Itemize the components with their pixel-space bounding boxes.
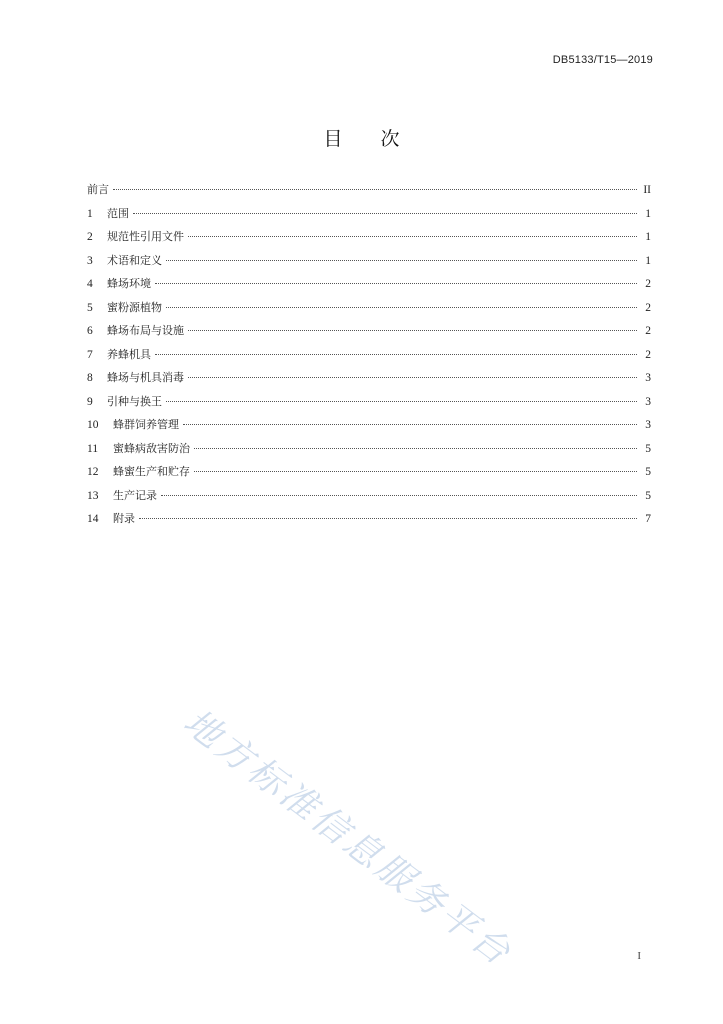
toc-entry-7[interactable] xyxy=(87,346,651,370)
document-id: DB5133/T15—2019 xyxy=(552,54,653,66)
toc-dot-leader xyxy=(188,377,637,378)
toc-entry-page: 3 xyxy=(645,419,651,431)
toc-entry-label: 生产记录 xyxy=(113,488,157,502)
toc-entry-number: 12 xyxy=(87,466,99,478)
toc-entry-10[interactable] xyxy=(87,416,651,440)
toc-entry-page: 7 xyxy=(645,513,651,525)
toc-dot-leader xyxy=(166,307,637,308)
toc-entry-number: 1 xyxy=(87,207,93,220)
toc-title xyxy=(0,124,723,151)
toc-entry-number: 10 xyxy=(87,419,99,431)
toc-entry-label: 蜜蜂病敌害防治 xyxy=(113,441,190,455)
toc-entry-5[interactable] xyxy=(87,299,651,323)
toc-entry-page: 2 xyxy=(645,301,651,314)
toc-entry-number: 11 xyxy=(87,442,99,455)
toc-entry-page: 5 xyxy=(645,466,651,478)
toc-entry-page: 1 xyxy=(645,207,651,220)
toc-entry-page: II xyxy=(643,184,651,196)
toc-entry-label: 附录 xyxy=(113,512,135,525)
toc-entry-3[interactable] xyxy=(87,252,651,276)
toc-entry-page: 2 xyxy=(645,278,651,290)
toc-entry-number: 7 xyxy=(87,348,93,361)
page-number: I xyxy=(637,950,641,962)
toc-entry-number: 3 xyxy=(87,254,93,267)
toc-entry-preface[interactable] xyxy=(87,181,651,205)
toc-entry-4[interactable] xyxy=(87,275,651,299)
toc-entry-page: 5 xyxy=(645,489,651,502)
toc-entry-number: 9 xyxy=(87,395,93,408)
toc-entry-page: 2 xyxy=(645,325,651,337)
watermark: 地方标准信息服务平台 xyxy=(175,701,520,976)
toc-entry-label: 养蜂机具 xyxy=(107,347,151,361)
toc-entry-12[interactable] xyxy=(87,463,651,487)
toc-entry-11[interactable] xyxy=(87,440,651,464)
toc-entry-number: 13 xyxy=(87,489,99,502)
toc-entry-number: 6 xyxy=(87,325,93,337)
toc-entry-page: 1 xyxy=(645,231,651,243)
toc-dot-leader xyxy=(194,448,637,449)
toc-entry-label: 蜜粉源植物 xyxy=(107,300,162,314)
table-of-contents xyxy=(87,181,651,534)
toc-entry-page: 2 xyxy=(645,348,651,361)
toc-entry-label: 蜂蜜生产和贮存 xyxy=(113,465,190,478)
toc-entry-label: 规范性引用文件 xyxy=(107,230,184,243)
toc-dot-leader xyxy=(166,260,637,261)
toc-entry-number: 2 xyxy=(87,231,93,243)
toc-dot-leader xyxy=(113,189,637,190)
toc-entry-page: 3 xyxy=(645,372,651,384)
toc-entry-page: 1 xyxy=(645,254,651,267)
toc-entry-label: 范围 xyxy=(107,206,129,220)
toc-dot-leader xyxy=(155,283,637,284)
toc-title-part-1: 目 xyxy=(323,128,343,150)
toc-dot-leader xyxy=(161,495,637,496)
toc-entry-label: 蜂场布局与设施 xyxy=(107,324,184,337)
toc-dot-leader xyxy=(188,330,637,331)
toc-dot-leader xyxy=(166,401,637,402)
toc-entry-2[interactable] xyxy=(87,228,651,252)
toc-entry-label: 术语和定义 xyxy=(107,253,162,267)
toc-entry-label: 前言 xyxy=(87,183,109,196)
toc-entry-1[interactable] xyxy=(87,205,651,229)
toc-entry-14[interactable] xyxy=(87,510,651,534)
toc-entry-13[interactable] xyxy=(87,487,651,511)
toc-entry-6[interactable] xyxy=(87,322,651,346)
toc-entry-number: 8 xyxy=(87,372,93,384)
toc-entry-number: 5 xyxy=(87,301,93,314)
toc-entry-page: 3 xyxy=(645,395,651,408)
toc-dot-leader xyxy=(155,354,637,355)
toc-entry-number: 4 xyxy=(87,278,93,290)
toc-entry-label: 蜂群饲养管理 xyxy=(113,418,179,431)
toc-dot-leader xyxy=(194,471,637,472)
toc-entry-9[interactable] xyxy=(87,393,651,417)
toc-entry-page: 5 xyxy=(645,442,651,455)
toc-entry-label: 蜂场与机具消毒 xyxy=(107,371,184,384)
toc-entry-8[interactable] xyxy=(87,369,651,393)
toc-dot-leader xyxy=(139,518,637,519)
toc-dot-leader xyxy=(183,424,637,425)
toc-dot-leader xyxy=(133,213,637,214)
toc-entry-label: 蜂场环境 xyxy=(107,277,151,290)
toc-entry-number: 14 xyxy=(87,513,99,525)
toc-dot-leader xyxy=(188,236,637,237)
toc-title-part-2: 次 xyxy=(380,128,400,150)
toc-entry-label: 引种与换王 xyxy=(107,394,162,408)
